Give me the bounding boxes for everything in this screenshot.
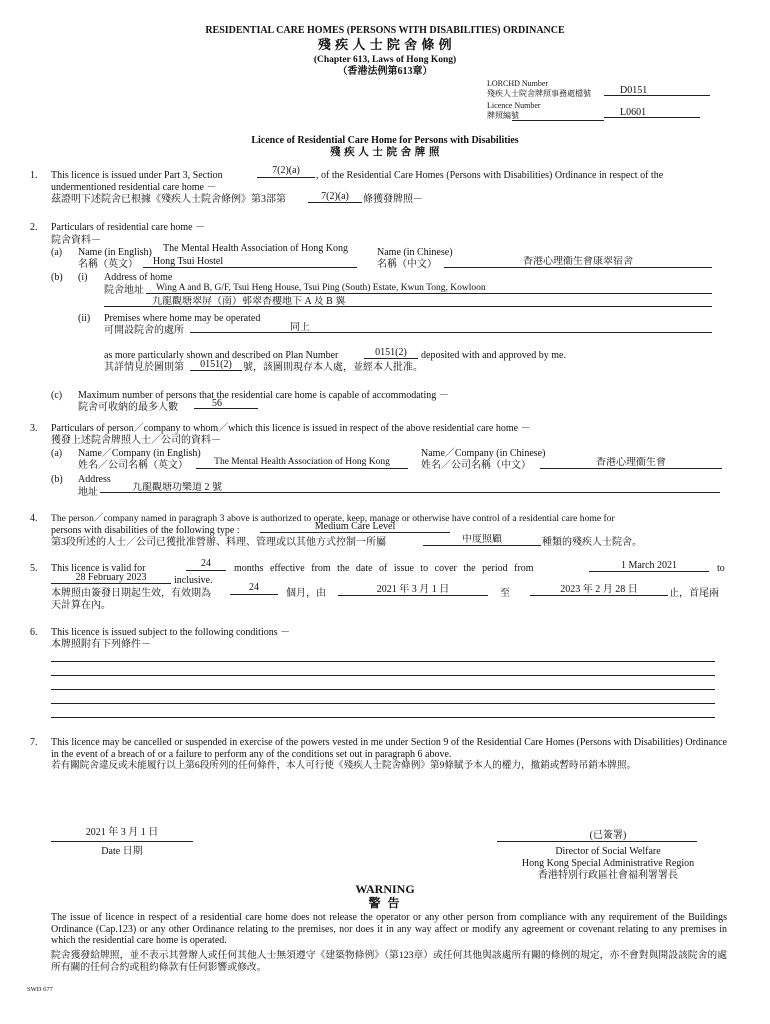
plan-text-a: as more particularly shown and described on Plan Number (104, 350, 339, 361)
section-1-text-b: , of the Residential Care Homes (Persons with Disabilities) Ordinance in respect of the (316, 170, 664, 181)
validity-months: 24 (186, 559, 226, 571)
section-5-zh-to: 至 (500, 588, 510, 599)
licensee-name-en-label-zh: 姓名／公司名稱（英文） (78, 460, 188, 471)
chapter-en: (Chapter 613, Laws of Hong Kong) (313, 55, 457, 65)
section-4-en-a: The person／company named in paragraph 3 above is authorized to operate, keep, manage or otherwise have control of a residential care home for (51, 513, 615, 524)
plan-zh-number: 0151(2) (190, 359, 242, 371)
premises-label-zh: 可開設院舍的處所 (104, 325, 184, 336)
warning-title-zh: 警 告 (368, 896, 402, 910)
section-2b-i-label: (i) (78, 272, 88, 283)
section-6-en: This licence is issued subject to the following conditions － (51, 627, 291, 638)
section-2-number: 2. (30, 222, 38, 233)
section-1-text-c: undermentioned residential care home － (51, 182, 217, 193)
section-1-section-value: 7(2)(a) (257, 166, 315, 178)
section-3-number: 3. (30, 423, 38, 434)
section-6-number: 6. (30, 627, 38, 638)
section-2b-ii-label: (ii) (78, 313, 91, 324)
licensee-address-value: 九龍觀塘功樂道 2 號 (100, 482, 720, 493)
section-3a-label: (a) (51, 448, 63, 459)
section-3-heading-zh: 獲發上述院舍牌照人士／公司的資料－ (51, 435, 221, 446)
home-name-en-label: Name (in English) (78, 247, 152, 258)
form-code: SWD 677 (27, 986, 53, 993)
section-2-heading-zh: 院舍資料－ (51, 235, 101, 246)
section-2b-label: (b) (51, 272, 63, 283)
licensee-name-zh-label: Name／Company (in Chinese) (421, 448, 546, 459)
licensee-address-en: Address (78, 474, 111, 485)
section-4-zh-b: 種類的殘疾人士院舍。 (542, 537, 642, 548)
section-2a-label: (a) (51, 247, 63, 258)
conditions-line (51, 675, 715, 676)
section-5-zh-d: 天計算在內。 (51, 600, 111, 611)
care-type-zh: 中度照顧 (423, 534, 541, 546)
licence-title-en: Licence of Residential Care Home for Persons with Disabilities (251, 135, 519, 146)
section-1-number: 1. (30, 170, 38, 181)
ordinance-title-en: RESIDENTIAL CARE HOMES (PERSONS WITH DISABILITIES) ORDINANCE (205, 25, 565, 36)
date-line (51, 841, 193, 842)
address-zh-value: 九龍觀塘翠屏（南）邨翠杏樓地下 A 及 B 翼 (104, 296, 712, 307)
home-name-en-label-zh: 名稱（英文） (78, 259, 138, 270)
section-7-number: 7. (30, 737, 38, 748)
max-persons-en: Maximum number of persons that the residential care home is capable of accommodating － (78, 390, 449, 401)
section-5-number: 5. (30, 563, 38, 574)
address-label-en: Address of home (104, 272, 173, 283)
section-1-zh-a: 茲證明下述院舍已根據《殘疾人士院舍條例》第3部第 (51, 194, 286, 205)
licensee-name-en-value: The Mental Health Association of Hong Kong (196, 457, 408, 469)
section-4-number: 4. (30, 513, 38, 524)
signed-mark: (已簽署) (589, 830, 627, 841)
plan-text-b: deposited with and approved by me. (421, 350, 566, 361)
ordinance-title-zh: 殘 疾 人 士 院 舍 條 例 (317, 37, 453, 52)
section-2-heading-en: Particulars of residential care home － (51, 222, 206, 233)
licence-title-zh: 殘 疾 人 士 院 舍 牌 照 (330, 147, 440, 158)
conditions-line (51, 717, 715, 718)
issue-date-label: Date 日期 (101, 846, 143, 857)
licensee-name-en-label: Name／Company (in English) (78, 448, 201, 459)
premises-value: 同上 (190, 322, 712, 333)
conditions-line (51, 689, 715, 690)
section-5-zh-b: 個月，由 (286, 588, 326, 599)
section-5-zh-a: 本牌照由簽發日期起生效，有效期為 (51, 588, 211, 599)
section-5-to: to (717, 563, 725, 574)
section-1-zh-section: 7(2)(a) (308, 191, 362, 203)
licence-value: L0601 (604, 107, 700, 118)
period-end-zh: 2023 年 2 月 28 日 (530, 584, 668, 596)
period-from-zh: 2021 年 3 月 1 日 (338, 584, 488, 596)
home-name-en-value-2: Hong Tsui Hostel (143, 256, 357, 268)
address-en-value: Wing A and B, G/F, Tsui Heng House, Tsui Ping (South) Estate, Kwun Tong, Kowloon (146, 283, 712, 294)
home-name-zh-label: Name (in Chinese) (377, 247, 453, 258)
plan-number: 0151(2) (364, 347, 418, 359)
licensee-address-zh: 地址 (78, 487, 98, 498)
home-name-zh-value: 香港心理衞生會康翠宿舍 (444, 256, 712, 268)
section-4-en-b: persons with disabilities of the following type : (51, 525, 240, 536)
plan-zh-b: 號，該圖則現存本人處，並經本人批准。 (243, 362, 423, 373)
section-4-zh-a: 第3段所述的人士／公司已獲批准營辦、料理、管理或以其他方式控制一所屬 (51, 537, 386, 548)
conditions-line (51, 703, 715, 704)
section-7-zh: 若有關院舍違反或未能履行以上第6段所列的任何條件，本人可行使《殘疾人士院舍條例》第9條賦予本人的權力，撤銷或暫時吊銷本牌照。 (51, 760, 637, 771)
section-5-inclusive: inclusive. (174, 575, 213, 586)
licensee-name-zh-value: 香港心理衞生會 (540, 457, 722, 469)
plan-zh-a: 其詳情見於圖則第 (104, 362, 184, 373)
section-3b-label: (b) (51, 474, 63, 485)
director-title-en: Director of Social Welfare (555, 846, 661, 857)
issue-date-value: 2021 年 3 月 1 日 (85, 827, 159, 838)
home-name-zh-label-zh: 名稱（中文） (377, 259, 437, 270)
home-name-en-value: The Mental Health Association of Hong Kong (163, 243, 348, 254)
section-7-en: This licence may be cancelled or suspended in exercise of the powers vested in me under Section 9 of the Residential Care Homes (Persons with Disabilities) Ordinance in the event of a breach of or a failure to perform any of the conditions set out in paragraph 6 above. (51, 737, 727, 760)
section-1-text-a: This licence is issued under Part 3, Section (51, 170, 223, 181)
care-type-en: Medium Care Level (260, 521, 450, 533)
section-5-text-b: months effective from the date of issue to cover the period from (234, 563, 534, 574)
period-end: 28 February 2023 (51, 572, 171, 584)
max-persons-value: 56 (194, 398, 258, 409)
warning-text-zh: 院舍獲發給牌照，並不表示其營辦人或任何其他人士無須遵守《建築物條例》（第123章）或任何其他與該處所有關的條例的規定，亦不會對與開設該院舍的處所有關的任何合約或租約條款有任何影響或修改。 (51, 950, 727, 973)
warning-text-en: The issue of licence in respect of a residential care home does not release the operator or any other person from compliance with any requirement of the Buildings Ordinance (Cap.123) or any other Ordinance relating to the premises, nor does it in any way affect or modify any agreement or covenant relating to any premises in which the residential care home is operated. (51, 912, 727, 946)
signature-line (497, 841, 697, 842)
premises-label-en: Premises where home may be operated (104, 313, 261, 324)
address-label-zh: 院舍地址 (104, 285, 144, 296)
chapter-zh: （香港法例第613章） (337, 66, 433, 77)
section-5-zh-c: 止，首尾兩 (669, 588, 719, 599)
max-persons-zh: 院舍可收納的最多人數 (78, 402, 178, 413)
conditions-line (51, 661, 715, 662)
period-from: 1 March 2021 (589, 560, 709, 572)
licence-label-zh: 牌照編號 (487, 111, 519, 120)
director-title-zh: 香港特別行政區社會福利署署長 (538, 870, 678, 881)
director-region-en: Hong Kong Special Administrative Region (521, 858, 695, 869)
lorchd-label-zh: 殘疾人士院舍牌照事務處檔號 (487, 89, 591, 98)
licensee-name-zh-label-zh: 姓名／公司名稱（中文） (421, 460, 531, 471)
section-6-zh: 本牌照附有下列條件－ (51, 639, 151, 650)
section-3-heading-en: Particulars of person／company to whom／which this licence is issued in respect of the above residential care home － (51, 423, 531, 434)
lorchd-label-en: LORCHD Number (487, 79, 549, 88)
section-1-zh-b: 條獲發牌照－ (363, 194, 423, 205)
section-2c-label: (c) (51, 390, 63, 401)
licence-label-en: Licence Number (487, 101, 541, 110)
section-5-text-a: This licence is valid for (51, 563, 146, 574)
warning-title-en: WARNING (355, 882, 415, 896)
validity-months-zh: 24 (230, 583, 278, 595)
lorchd-value: D0151 (604, 85, 710, 96)
